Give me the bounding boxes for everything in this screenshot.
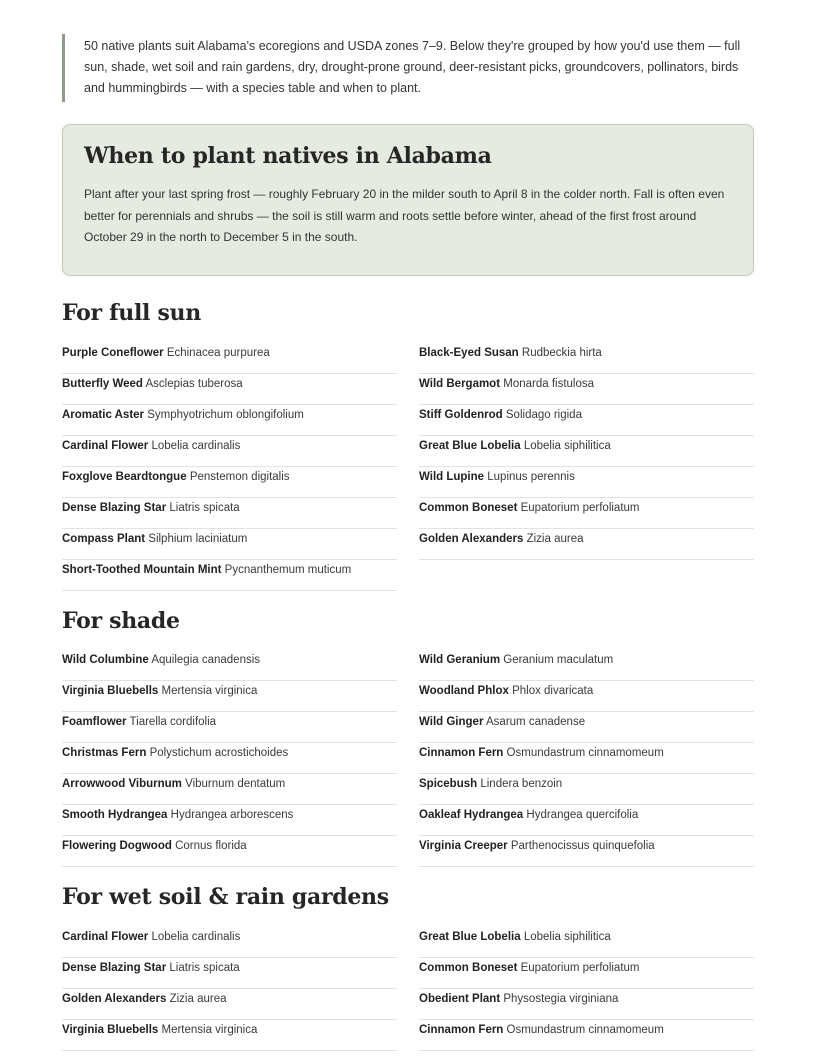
plant-row	[62, 774, 397, 805]
plant-row	[419, 712, 754, 743]
plant-row	[62, 374, 397, 405]
plant-common-name: Oakleaf Hydrangea	[419, 809, 524, 821]
plant-column-left	[62, 343, 397, 591]
plant-latin-name: Phlox divaricata	[512, 685, 594, 697]
plant-latin-name: Lobelia siphilitica	[523, 931, 611, 943]
plant-row	[419, 1020, 754, 1051]
plant-common-name: Common Boneset	[419, 962, 518, 974]
section-title-wet-soil: For wet soil & rain gardens	[62, 884, 389, 910]
plant-column-right	[419, 650, 754, 867]
plant-latin-name: Echinacea purpurea	[166, 347, 270, 359]
intro-blockquote	[62, 34, 754, 102]
plant-row	[62, 958, 397, 989]
plant-latin-name: Tiarella cordifolia	[129, 716, 217, 728]
plant-latin-name: Zizia aurea	[526, 533, 584, 545]
callout-title: When to plant natives in Alabama	[84, 143, 492, 169]
plant-latin-name: Symphyotrichum oblongifolium	[147, 409, 304, 421]
plant-latin-name: Lindera benzoin	[480, 778, 563, 790]
plant-latin-name: Rudbeckia hirta	[521, 347, 602, 359]
section-title-full-sun: For full sun	[62, 300, 201, 326]
plant-common-name: Golden Alexanders	[419, 533, 524, 545]
plant-row	[419, 436, 754, 467]
plant-row	[62, 343, 397, 374]
plant-common-name: Obedient Plant	[419, 993, 501, 1005]
plant-common-name: Golden Alexanders	[62, 993, 167, 1005]
plant-latin-name: Pycnanthemum muticum	[224, 564, 352, 576]
plant-latin-name: Asclepias tuberosa	[145, 378, 243, 390]
plant-common-name: Dense Blazing Star	[62, 962, 167, 974]
plant-column-left	[62, 650, 397, 867]
plant-common-name: Black-Eyed Susan	[419, 347, 519, 359]
plant-common-name: Flowering Dogwood	[62, 840, 172, 852]
plant-column-left	[62, 927, 397, 1051]
plant-latin-name: Cornus florida	[175, 840, 247, 852]
plant-latin-name: Monarda fistulosa	[503, 378, 595, 390]
plant-common-name: Wild Lupine	[419, 471, 485, 483]
plant-row	[419, 467, 754, 498]
plant-row	[62, 405, 397, 436]
plant-common-name: Cinnamon Fern	[419, 1024, 504, 1036]
plant-row	[62, 560, 397, 591]
plant-common-name: Smooth Hydrangea	[62, 809, 168, 821]
plant-row	[62, 681, 397, 712]
plant-latin-name: Silphium laciniatum	[148, 533, 248, 545]
plant-row	[62, 529, 397, 560]
plant-row	[419, 774, 754, 805]
callout-body: Plant after your last spring frost — roughly February 20 in the milder south to April 8 in the colder north. Fall is often even better for perennials and shrubs — the soil is still warm and roots settle before winter, ahead of the first frost around October 29 in the north to December 5 in the south.	[84, 187, 725, 244]
plant-latin-name: Lupinus perennis	[487, 471, 575, 483]
plant-row	[419, 650, 754, 681]
plant-row	[419, 343, 754, 374]
plant-row	[419, 681, 754, 712]
plant-row	[62, 743, 397, 774]
plant-latin-name: Penstemon digitalis	[189, 471, 290, 483]
plant-latin-name: Lobelia siphilitica	[523, 440, 611, 452]
plant-row	[419, 498, 754, 529]
plant-latin-name: Liatris spicata	[169, 962, 240, 974]
plant-common-name: Great Blue Lobelia	[419, 440, 521, 452]
plant-row	[62, 989, 397, 1020]
plant-common-name: Foxglove Beardtongue	[62, 471, 187, 483]
plant-common-name: Arrowwood Viburnum	[62, 778, 182, 790]
plant-common-name: Purple Coneflower	[62, 347, 164, 359]
intro-text: 50 native plants suit Alabama's ecoregions and USDA zones 7–9. Below they're grouped by how you'd use them — full sun, shade, wet soil and rain gardens, dry, drought-prone ground, deer-resistant picks, groundcovers, pollinators, birds and hummingbirds — with a species table and when to plant.	[84, 39, 741, 95]
plant-latin-name: Osmundastrum cinnamomeum	[506, 1024, 664, 1036]
plant-row	[419, 989, 754, 1020]
plant-common-name: Aromatic Aster	[62, 409, 145, 421]
plant-row	[419, 958, 754, 989]
plant-latin-name: Mertensia virginica	[161, 1024, 258, 1036]
plant-row	[419, 836, 754, 867]
plant-row	[419, 927, 754, 958]
section-title-shade: For shade	[62, 608, 180, 634]
plant-common-name: Foamflower	[62, 716, 127, 728]
plant-row	[419, 805, 754, 836]
plant-common-name: Spicebush	[419, 778, 478, 790]
plant-row	[62, 927, 397, 958]
plant-common-name: Wild Columbine	[62, 654, 149, 666]
plant-row	[419, 405, 754, 436]
plant-common-name: Wild Geranium	[419, 654, 501, 666]
plant-latin-name: Asarum canadense	[486, 716, 586, 728]
plant-common-name: Virginia Bluebells	[62, 1024, 159, 1036]
plant-grid-full-sun	[62, 343, 754, 591]
plant-latin-name: Parthenocissus quinquefolia	[510, 840, 655, 852]
plant-row	[62, 836, 397, 867]
plant-grid-shade	[62, 650, 754, 867]
plant-latin-name: Liatris spicata	[169, 502, 240, 514]
plant-latin-name: Polystichum acrostichoides	[149, 747, 289, 759]
plant-common-name: Woodland Phlox	[419, 685, 509, 697]
plant-common-name: Common Boneset	[419, 502, 518, 514]
plant-latin-name: Geranium maculatum	[503, 654, 614, 666]
plant-row	[62, 712, 397, 743]
plant-common-name: Great Blue Lobelia	[419, 931, 521, 943]
plant-row	[62, 1020, 397, 1051]
plant-row	[62, 805, 397, 836]
plant-latin-name: Solidago rigida	[505, 409, 582, 421]
plant-row	[419, 743, 754, 774]
plant-common-name: Wild Bergamot	[419, 378, 501, 390]
plant-grid-wet-soil	[62, 927, 754, 1051]
plant-common-name: Stiff Goldenrod	[419, 409, 503, 421]
plant-row	[62, 436, 397, 467]
plant-latin-name: Eupatorium perfoliatum	[520, 962, 640, 974]
plant-common-name: Wild Ginger	[419, 716, 484, 728]
plant-row	[419, 529, 754, 560]
plant-latin-name: Physostegia virginiana	[503, 993, 619, 1005]
plant-common-name: Cardinal Flower	[62, 440, 149, 452]
plant-column-right	[419, 927, 754, 1051]
plant-latin-name: Lobelia cardinalis	[151, 931, 241, 943]
plant-common-name: Short-Toothed Mountain Mint	[62, 564, 222, 576]
plant-row	[62, 467, 397, 498]
plant-latin-name: Lobelia cardinalis	[151, 440, 241, 452]
plant-latin-name: Zizia aurea	[169, 993, 227, 1005]
plant-latin-name: Eupatorium perfoliatum	[520, 502, 640, 514]
plant-latin-name: Hydrangea quercifolia	[526, 809, 639, 821]
plant-common-name: Cinnamon Fern	[419, 747, 504, 759]
plant-row	[62, 498, 397, 529]
plant-latin-name: Hydrangea arborescens	[170, 809, 294, 821]
plant-common-name: Butterfly Weed	[62, 378, 143, 390]
plant-latin-name: Mertensia virginica	[161, 685, 258, 697]
plant-latin-name: Viburnum dentatum	[185, 778, 286, 790]
plant-latin-name: Aquilegia canadensis	[151, 654, 261, 666]
plant-common-name: Compass Plant	[62, 533, 146, 545]
plant-common-name: Christmas Fern	[62, 747, 147, 759]
plant-column-right	[419, 343, 754, 591]
planting-callout	[62, 124, 754, 276]
plant-common-name: Virginia Creeper	[419, 840, 508, 852]
plant-common-name: Virginia Bluebells	[62, 685, 159, 697]
plant-row	[62, 650, 397, 681]
plant-common-name: Dense Blazing Star	[62, 502, 167, 514]
plant-common-name: Cardinal Flower	[62, 931, 149, 943]
plant-latin-name: Osmundastrum cinnamomeum	[506, 747, 664, 759]
plant-row	[419, 374, 754, 405]
